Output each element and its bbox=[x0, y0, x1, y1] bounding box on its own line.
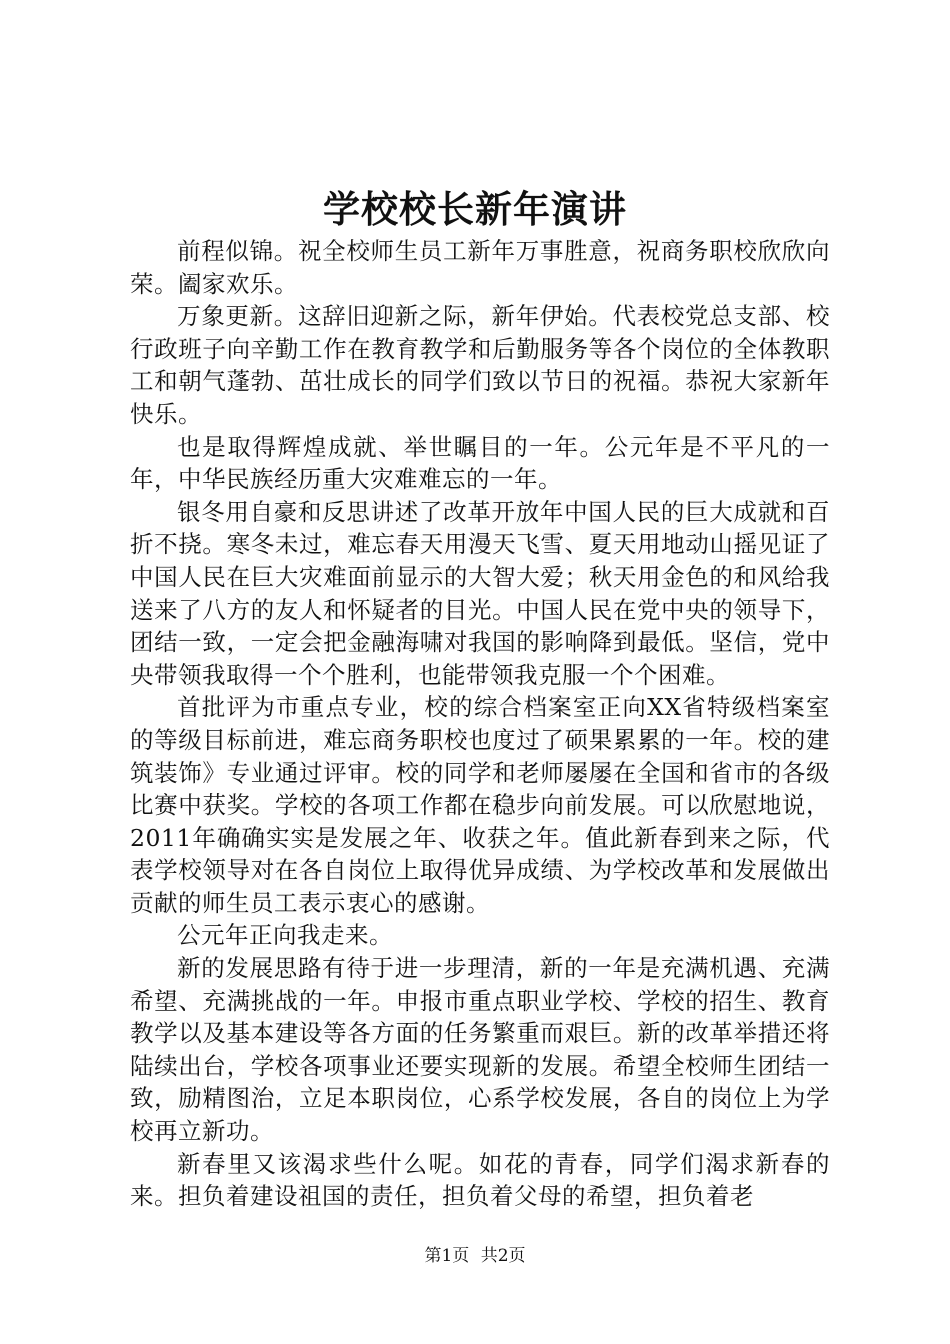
page-footer bbox=[0, 1245, 950, 1267]
paragraph: 新春里又该渴求些什么呢。如花的青春，同学们渴求新春的来。担负着建设祖国的责任，担负着父母的希望，担负着老 bbox=[130, 1149, 830, 1211]
paragraph: 公元年正向我走来。 bbox=[177, 921, 393, 950]
page-total: 共2页 bbox=[480, 1246, 526, 1266]
paragraph: 前程似锦。祝全校师生员工新年万事胜意，祝商务职校欣欣向荣。阖家欢乐。 bbox=[130, 237, 830, 298]
paragraph: 新的发展思路有待于进一步理清，新的一年是充满机遇、充满希望、充满挑战的一年。申报市重点职业学校、学校的招生、教育教学以及基本建设等各方面的任务繁重而艰巨。新的改革举措还将陆续出台，学校各项事业还要实现新的发展。希望全校师生团结一致，励精图治，立足本职岗位，心系学校发展，各自的岗位上为学校再立新功。 bbox=[130, 954, 830, 1146]
page-number: 第1页 bbox=[424, 1246, 470, 1266]
paragraph: 也是取得辉煌成就、举世瞩目的一年。公元年是不平凡的一年，中华民族经历重大灾难难忘的一年。 bbox=[130, 432, 830, 494]
document-title: 学校校长新年演讲 bbox=[323, 187, 627, 231]
paragraph: 万象更新。这辞旧迎新之际，新年伊始。代表校党总支部、校行政班子向辛勤工作在教育教学和后勤服务等各个岗位的全体教职工和朝气蓬勃、茁壮成长的同学们致以节日的祝福。恭祝大家新年快乐。 bbox=[130, 302, 830, 428]
document-body bbox=[130, 235, 830, 1213]
paragraph: 银冬用自豪和反思讲述了改革开放年中国人民的巨大成就和百折不挠。寒冬未过，难忘春天用漫天飞雪、夏天用地动山摇见证了中国人民在巨大灾难面前显示的大智大爱；秋天用金色的和风给我送来了八方的友人和怀疑者的目光。中国人民在党中央的领导下，团结一致，一定会把金融海啸对我国的影响降到最低。坚信，党中央带领我取得一个个胜利，也能带领我克服一个个困难。 bbox=[130, 497, 830, 689]
paragraph: 首批评为市重点专业，校的综合档案室正向XX省特级档案室的等级目标前进，难忘商务职校也度过了硕果累累的一年。校的建筑装饰》专业通过评审。校的同学和老师屡屡在全国和省市的各级比赛中获奖。学校的各项工作都在稳步向前发展。可以欣慰地说，2011年确确实实是发展之年、收获之年。值此新春到来之际，代表学校领导对在各自岗位上取得优异成绩、为学校改革和发展做出贡献的师生员工表示衷心的感谢。 bbox=[130, 693, 830, 917]
